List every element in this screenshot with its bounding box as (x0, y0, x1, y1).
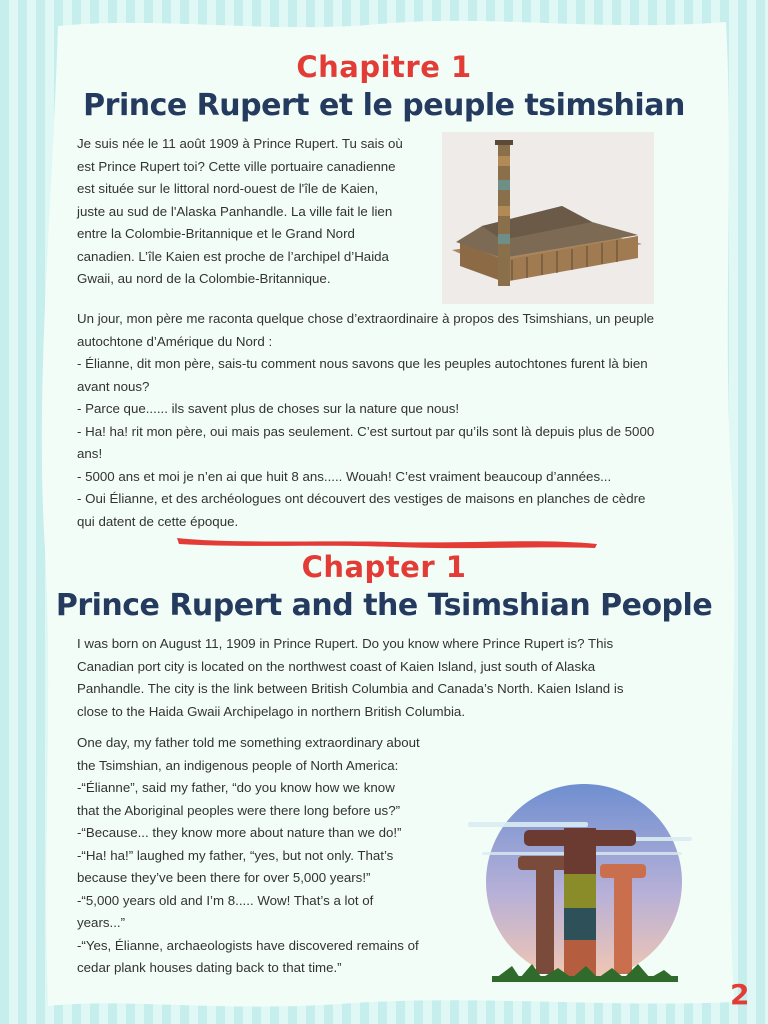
text-line: - Ha! ha! rit mon père, oui mais pas seulement. C’est surtout par qu’ils sont là depuis plus de 5000 (77, 423, 655, 439)
text-line: years...” (77, 915, 126, 930)
intro-paragraph-en (77, 633, 721, 723)
text-line: because they’ve been there for over 5,000 years!” (77, 870, 371, 885)
text-line: I was born on August 11, 1909 in Prince Rupert. Do you know where Prince Rupert is? This (77, 636, 614, 651)
text-line: juste au sud de l'Alaska Panhandle. La ville fait le lien (77, 203, 393, 219)
text-line: - Parce que...... ils savent plus de choses sur la nature que nous! (77, 401, 460, 416)
chapter-title-fr: Prince Rupert et le peuple tsimshian (83, 88, 685, 123)
text-line: -“Ha! ha!” laughed my father, “yes, but not only. That’s (77, 847, 394, 863)
text-line: - Oui Élianne, et des archéologues ont découvert des vestiges de maisons en planches de cèdre (77, 491, 646, 506)
text-line: -“Élianne”, said my father, “do you know how we know (77, 780, 395, 795)
text-line: autochtone d’Amérique du Nord : (77, 333, 273, 349)
text-line: Un jour, mon père me raconta quelque chose d’extraordinaire à propos des Tsimshians, un peuple (77, 311, 655, 326)
longhouse-icon (442, 132, 654, 304)
text-line: the Tsimshian, an indigenous people of North America: (77, 757, 399, 773)
text-line: entre la Colombie-Britannique et le Grand Nord (77, 226, 355, 241)
text-line: Je suis née le 11 août 1909 à Prince Rupert. Tu sais où (77, 136, 403, 151)
text-line: cedar plank houses dating back to that time.” (77, 960, 342, 975)
dialogue-en (77, 732, 459, 980)
text-line: qui datent de cette époque. (77, 513, 239, 529)
chapter-heading-fr: Chapitre 1 (296, 50, 472, 84)
totem-poles-illustration (462, 780, 712, 986)
text-line: avant nous? (77, 378, 150, 394)
text-line: - 5000 ans et moi je n’en ai que huit 8 ans..... Wouah! C’est vraiment beaucoup d’années... (77, 468, 612, 484)
text-line: est Prince Rupert toi? Cette ville portuaire canadienne (77, 158, 396, 174)
text-line: est située sur le littoral nord-ouest de l'île de Kaien, (77, 181, 379, 196)
chapter-title-en: Prince Rupert and the Tsimshian People (55, 588, 713, 623)
text-line: Gwaii, au nord de la Colombie-Britannique. (77, 271, 331, 286)
text-line: -“Because... they know more about nature than we do!” (77, 825, 402, 840)
text-line: close to the Haida Gwaii Archipelago in northern British Columbia. (77, 703, 466, 719)
text-line: -“Yes, Élianne, archaeologists have discovered remains of (77, 937, 419, 953)
text-line: -“5,000 years old and I’m 8..... Wow! That’s a lot of (77, 892, 374, 908)
dialogue-fr (77, 308, 721, 533)
longhouse-totem-photo (442, 132, 654, 304)
text-line: ans! (77, 446, 103, 461)
text-line: Panhandle. The city is the link between British Columbia and Canada’s North. Kaien Island is (77, 681, 624, 696)
text-line: canadien. L’île Kaien est proche de l’archipel d’Haida (77, 248, 389, 264)
text-line: One day, my father told me something extraordinary about (77, 735, 420, 750)
chapter-heading-en: Chapter 1 (301, 550, 467, 584)
page-number: 2 (730, 978, 750, 1011)
text-line: Canadian port city is located on the northwest coast of Kaien Island, just south of Alaska (77, 658, 596, 674)
intro-paragraph-fr (77, 133, 434, 291)
text-line: - Élianne, dit mon père, sais-tu comment nous savons que les peuples autochtones furent là bien (77, 356, 648, 371)
text-line: that the Aboriginal peoples were there long before us?” (77, 802, 401, 818)
